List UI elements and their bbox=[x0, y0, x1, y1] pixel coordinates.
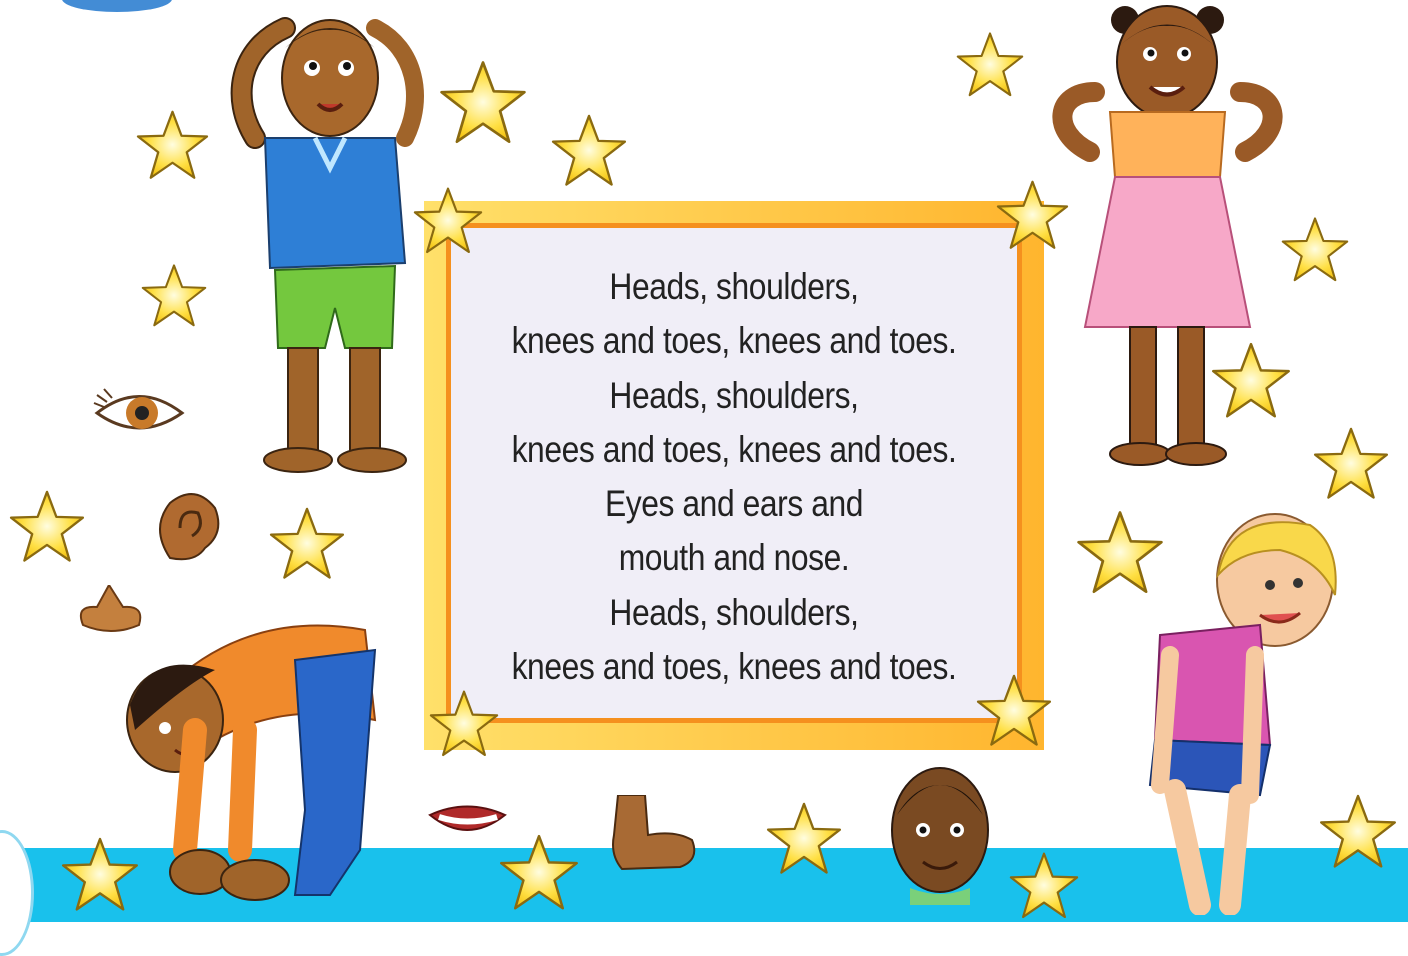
poem-line: Heads, shoulders, bbox=[609, 591, 859, 633]
eye-icon bbox=[92, 385, 187, 440]
star-icon bbox=[1280, 215, 1350, 285]
star-icon bbox=[1008, 850, 1080, 922]
ear-icon bbox=[150, 488, 225, 568]
poem-line: knees and toes, knees and toes. bbox=[511, 428, 957, 470]
star-icon bbox=[955, 30, 1025, 100]
star-icon bbox=[8, 488, 86, 566]
star-icon bbox=[1312, 425, 1390, 503]
poem-line: mouth and nose. bbox=[618, 537, 850, 579]
star-icon bbox=[1318, 792, 1398, 872]
blue-splash bbox=[62, 0, 172, 12]
poem-text bbox=[451, 260, 1017, 694]
poem-panel bbox=[446, 223, 1022, 723]
poem-line: Heads, shoulders, bbox=[609, 266, 859, 307]
poem-line: knees and toes, knees and toes. bbox=[511, 646, 957, 688]
nose-icon bbox=[75, 585, 147, 635]
star-icon bbox=[135, 108, 210, 183]
star-icon bbox=[995, 178, 1070, 253]
star-icon bbox=[550, 112, 628, 190]
boy-head bbox=[885, 760, 995, 910]
star-icon bbox=[438, 58, 528, 148]
poem-line: Heads, shoulders, bbox=[609, 374, 859, 416]
boy-touching-head bbox=[230, 8, 430, 478]
poem-frame bbox=[424, 201, 1044, 750]
foot-icon bbox=[600, 795, 700, 875]
star-icon bbox=[412, 185, 484, 257]
star-icon bbox=[428, 688, 500, 760]
poem-line: knees and toes, knees and toes. bbox=[511, 320, 957, 362]
star-icon bbox=[1075, 508, 1165, 598]
star-icon bbox=[60, 835, 140, 915]
star-icon bbox=[975, 672, 1053, 750]
star-icon bbox=[140, 262, 208, 330]
star-icon bbox=[268, 505, 346, 583]
star-icon bbox=[1210, 340, 1292, 422]
star-icon bbox=[765, 800, 843, 878]
star-icon bbox=[498, 832, 580, 914]
poem-line: Eyes and ears and bbox=[604, 483, 864, 525]
boy-touching-toes bbox=[105, 610, 395, 915]
